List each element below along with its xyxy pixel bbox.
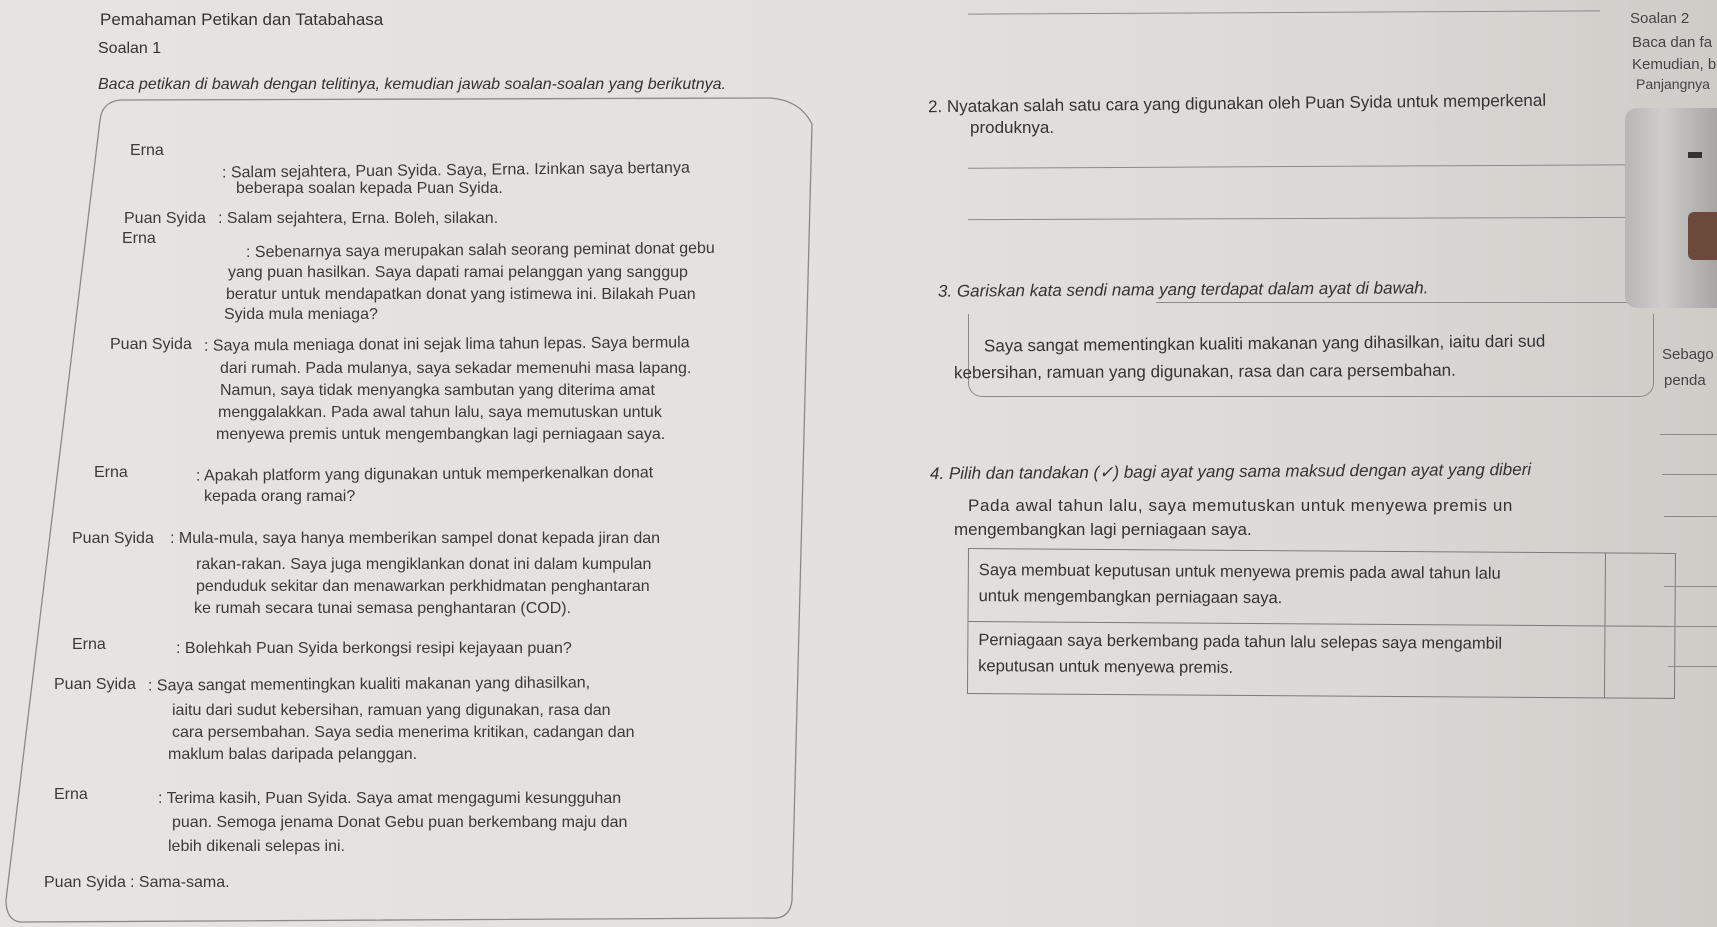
dialogue-line: iaitu dari sudut kebersihan, ramuan yang digunakan, rasa dan xyxy=(172,702,611,719)
speaker-name: Puan Syida xyxy=(110,336,192,353)
speaker-name: Puan Syida xyxy=(54,676,136,693)
right-page-rule xyxy=(1664,516,1717,517)
option-row xyxy=(968,621,1604,697)
dialogue-line: ke rumah secara tunai semasa penghantaran (COD). xyxy=(194,600,572,617)
options-table xyxy=(967,548,1676,699)
dialogue-line: yang puan hasilkan. Saya dapati ramai pelanggan yang sanggup xyxy=(228,264,688,281)
speaker-name: Puan Syida xyxy=(44,874,126,891)
dialogue-line: : Bolehkah Puan Syida berkongsi resipi kejayaan puan? xyxy=(176,640,572,657)
speaker-name: Erna xyxy=(72,636,106,653)
speaker-name: Puan Syida xyxy=(124,210,206,227)
dialogue-line: : Sebenarnya saya merupakan salah seorang peminat donat gebu xyxy=(245,239,715,262)
worksheet-title: Pemahaman Petikan dan Tatabahasa xyxy=(100,10,384,29)
speaker-name: Puan Syida xyxy=(72,530,154,547)
tick-box-option-2[interactable] xyxy=(1609,629,1671,693)
dialogue-line: : Salam sejahtera, Erna. Boleh, silakan. xyxy=(218,210,499,227)
dialogue-line: : Terima kasih, Puan Syida. Saya amat mengagumi kesungguhan xyxy=(158,790,622,807)
right-page-question-number: Soalan 2 xyxy=(1630,10,1690,27)
right-page-instruction: Baca dan fa xyxy=(1632,34,1713,51)
question-2-text: 2. Nyatakan salah satu cara yang digunakan oleh Puan Syida untuk memperkenal xyxy=(927,90,1547,117)
question-4-given-line1: Pada awal tahun lalu, saya memutuskan untuk menyewa premis un xyxy=(968,496,1513,515)
option-text: Saya membuat keputusan untuk menyewa premis pada awal tahun lalu xyxy=(978,561,1501,583)
option-text: untuk mengembangkan perniagaan saya. xyxy=(978,587,1283,608)
bottle-cap xyxy=(1688,152,1702,158)
dialogue-line: : Saya mula meniaga donat ini sejak lima tahun lepas. Saya bermula xyxy=(203,334,690,355)
speaker-name: Erna xyxy=(54,786,88,803)
dialogue-line: beratur untuk mendapatkan donat yang istimewa ini. Bilakah Puan xyxy=(226,286,696,303)
dialogue-line: : Sama-sama. xyxy=(130,874,230,891)
question-3-text: 3. Gariskan kata sendi nama yang terdapat dalam ayat di bawah. xyxy=(937,278,1429,301)
right-page-instruction: Kemudian, b xyxy=(1632,56,1717,73)
dialogue-line: menggalakkan. Pada awal tahun lalu, saya memutuskan untuk xyxy=(218,404,662,421)
dialogue-line: : Salam sejahtera, Puan Syida. Saya, Erna. Izinkan saya bertanya xyxy=(221,159,690,182)
dialogue-line: : Saya sangat mementingkan kualiti makanan yang dihasilkan, xyxy=(147,674,591,695)
dialogue-line: maklum balas daripada pelanggan. xyxy=(168,746,418,763)
right-page-rule xyxy=(1660,434,1717,435)
dialogue-line: : Apakah platform yang digunakan untuk memperkenalkan donat xyxy=(195,464,654,485)
right-page-rule xyxy=(1666,626,1717,627)
tick-box-option-1[interactable] xyxy=(1610,557,1672,621)
dialogue-line: Syida mula meniaga? xyxy=(224,306,378,323)
question-3-sentence-line2[interactable]: kebersihan, ramuan yang digunakan, rasa dan cara persembahan. xyxy=(953,360,1456,383)
question-3-sentence-line1[interactable]: Saya sangat mementingkan kualiti makanan yang dihasilkan, iaitu dari sud xyxy=(983,331,1546,356)
right-page-rule xyxy=(1662,474,1717,475)
question-number: Soalan 1 xyxy=(98,40,162,57)
dialogue-line: menyewa premis untuk mengembangkan lagi perniagaan saya. xyxy=(216,426,666,443)
speaker-name: Erna xyxy=(130,142,164,159)
bottle-label xyxy=(1688,212,1717,260)
right-page-rule xyxy=(1668,666,1717,667)
dialogue-line: beberapa soalan kepada Puan Syida. xyxy=(236,180,503,197)
dialogue-line: : Mula-mula, saya hanya memberikan sampel donat kepada jiran dan xyxy=(170,530,661,547)
dialogue-line: lebih dikenali selepas ini. xyxy=(168,838,345,855)
dialogue-line: puan. Semoga jenama Donat Gebu puan berkembang maju dan xyxy=(172,814,628,831)
dialogue-line: Namun, saya tidak menyangka sambutan yang diterima amat xyxy=(220,382,655,399)
question-4-given-line2: mengembangkan lagi perniagaan saya. xyxy=(954,520,1252,539)
option-row xyxy=(968,549,1604,626)
dialogue-line: rakan-rakan. Saya juga mengiklankan donat ini dalam kumpulan xyxy=(196,556,652,573)
question-4-text: 4. Pilih dan tandakan (✓) bagi ayat yang sama maksud dengan ayat yang diberi xyxy=(929,459,1532,484)
option-text: keputusan untuk menyewa premis. xyxy=(978,657,1234,677)
right-page-text: penda xyxy=(1664,372,1706,389)
right-page-text: Sebago xyxy=(1662,346,1714,363)
product-bottle-image xyxy=(1625,108,1717,308)
question-2-text-cont: produknya. xyxy=(970,118,1055,137)
speaker-name: Erna xyxy=(94,464,128,481)
instruction-text: Baca petikan di bawah dengan telitinya, kemudian jawab soalan-soalan yang berikutnya. xyxy=(98,76,726,93)
right-page-rule xyxy=(1664,586,1717,587)
dialogue-line: kepada orang ramai? xyxy=(204,488,356,505)
dialogue-line: penduduk sekitar dan menawarkan perkhidmatan penghantaran xyxy=(196,578,650,595)
option-text: Perniagaan saya berkembang pada tahun lalu selepas saya mengambil xyxy=(978,631,1503,653)
dialogue-line: cara persembahan. Saya sedia menerima kritikan, cadangan dan xyxy=(172,724,635,741)
right-page-instruction: Panjangnya xyxy=(1636,76,1710,92)
question-3-underline xyxy=(1156,302,1636,303)
dialogue-line: dari rumah. Pada mulanya, saya sekadar memenuhi masa lapang. xyxy=(220,360,692,377)
speaker-name: Erna xyxy=(122,230,156,247)
